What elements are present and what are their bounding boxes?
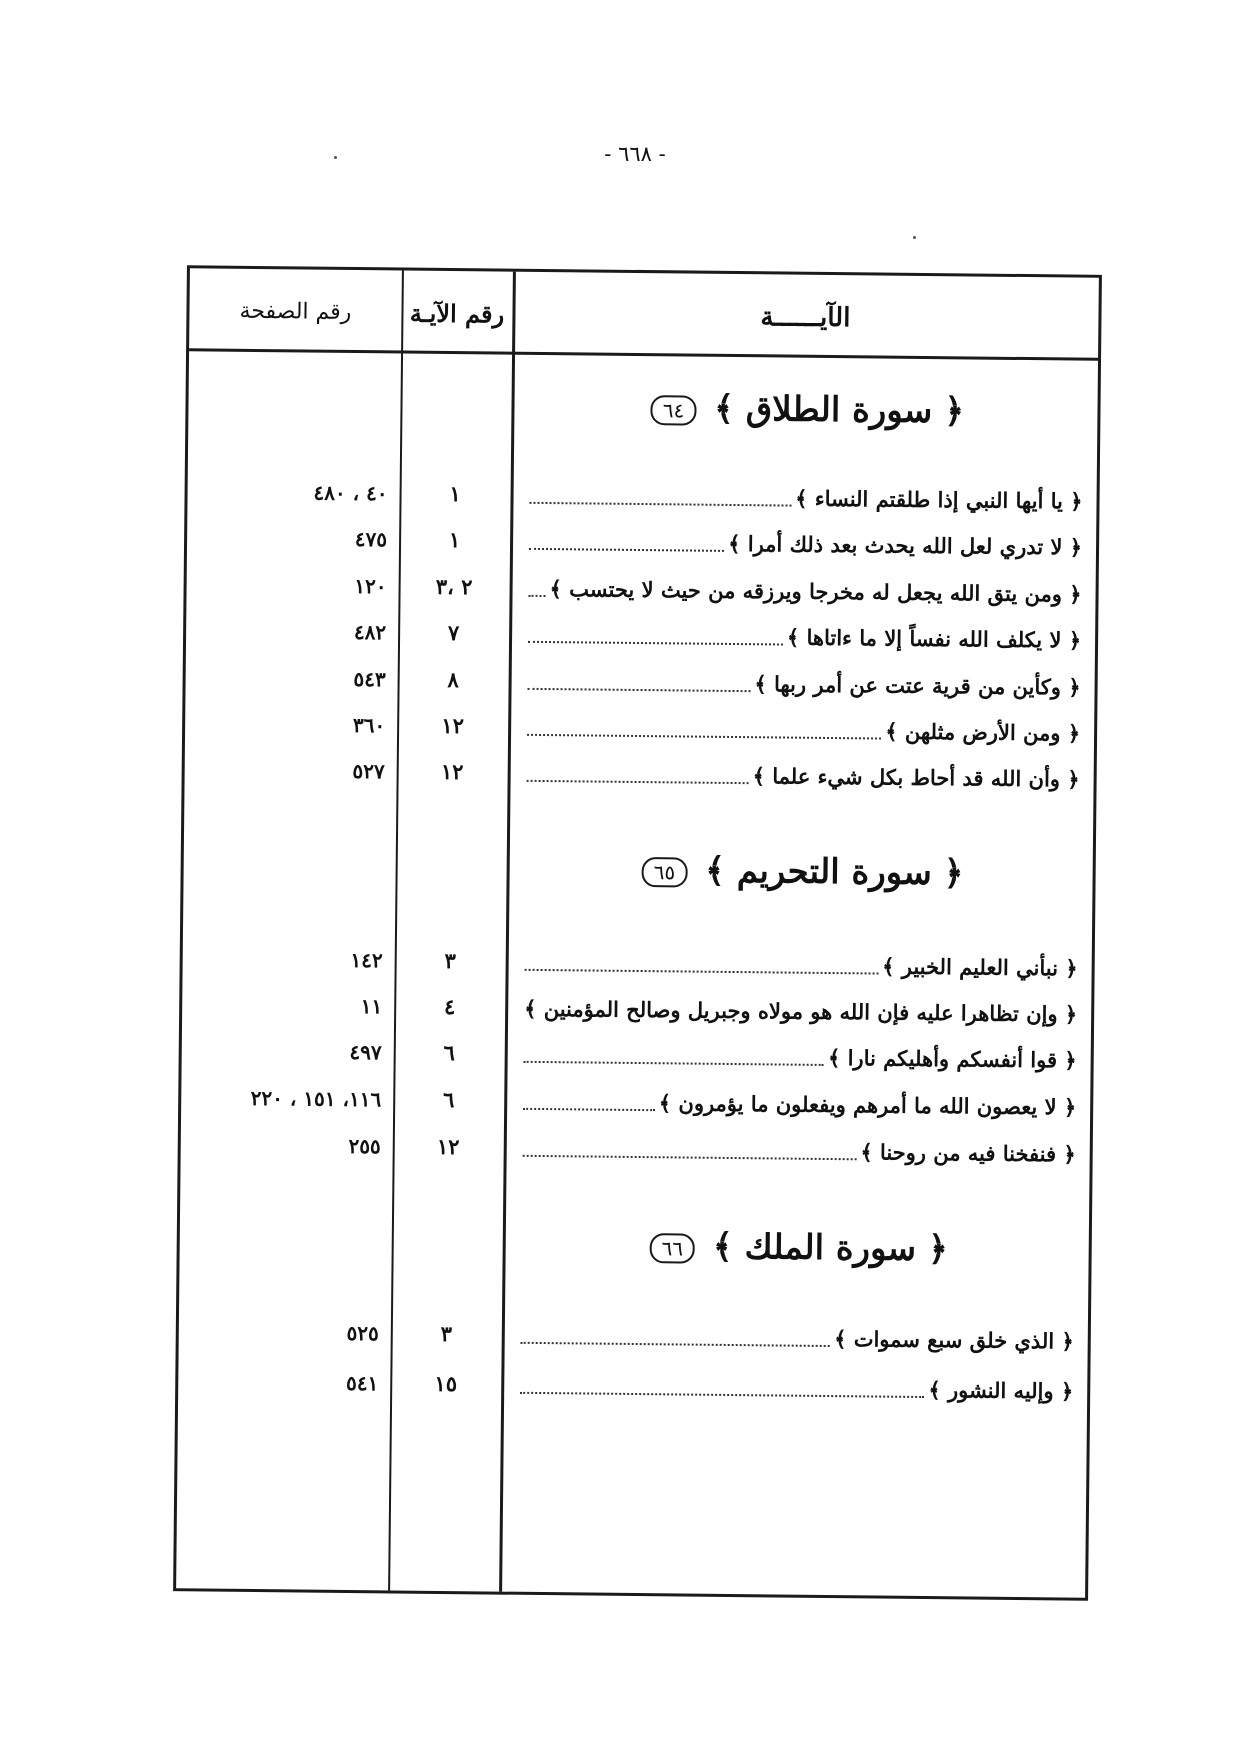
- verse-text: ﴿ وإن تظاهرا عليه فإن الله هو مولاه وجبريل وصالح المؤمنين ﴾: [524, 995, 1078, 1027]
- verse-text: ﴿ فنفخنا فيه من روحنا ﴾: [860, 1138, 1076, 1167]
- ayah-number: ٧: [447, 619, 460, 646]
- ayah-number: ١٥: [434, 1370, 458, 1397]
- page-refs: ٥٢٧: [352, 759, 385, 784]
- dot-leader: [529, 595, 546, 597]
- dot-leader: [521, 1342, 830, 1347]
- table-row: [182, 984, 1091, 1034]
- dot-leader: [524, 1061, 824, 1066]
- page-refs: ٥٤٣: [353, 667, 386, 692]
- table-row: [178, 1361, 1087, 1411]
- dot-leader: [527, 780, 749, 784]
- page-refs: ٣٦٠: [352, 713, 386, 738]
- page-number: - ٦٦٨ -: [604, 142, 666, 166]
- page-refs: ٤٩٧: [349, 1039, 382, 1065]
- verse-text: ﴿ لا تدري لعل الله يحدث بعد ذلك أمرا ﴾: [728, 530, 1083, 560]
- verse-text: ﴿ يا أيها النبي إذا طلقتم النساء ﴾: [795, 485, 1083, 514]
- table-row: [183, 938, 1092, 988]
- ayah-number: ٣: [444, 947, 456, 974]
- table-row: [184, 749, 1093, 799]
- header-divider: [189, 348, 1098, 361]
- table-row: [185, 657, 1094, 707]
- verse-text: ﴿ وإليه النشور ﴾: [928, 1376, 1074, 1404]
- page-refs: ١١٦، ١٥١ ، ٢٢٠: [250, 1085, 382, 1112]
- page-refs: ١١: [360, 994, 383, 1019]
- ayah-number: ١٢: [441, 712, 465, 739]
- dot-leader: [527, 734, 881, 740]
- dot-leader: [525, 969, 879, 975]
- ayah-number: ٤: [443, 993, 456, 1020]
- page-refs: ٥٢٥: [346, 1320, 379, 1346]
- scan-speck: [334, 156, 337, 159]
- surah-name: ﴿ سورة الطلاق ﴾: [713, 388, 965, 432]
- header-page-number: رقم الصفحة: [239, 298, 352, 325]
- verse-text: ﴿ نبأني العليم الخبير ﴾: [882, 953, 1078, 981]
- surah-number: ٦٦: [649, 1233, 695, 1263]
- dot-leader: [523, 1108, 655, 1111]
- ayah-number: ١: [449, 481, 461, 507]
- surah-heading: [506, 844, 1092, 900]
- dot-leader: [529, 548, 724, 552]
- page-refs: ٤٨٢: [353, 620, 387, 645]
- verse-text: ﴿ وأن الله قد أحاط بكل شيء علما ﴾: [752, 762, 1080, 792]
- page-refs: ٢٥٥: [348, 1133, 381, 1159]
- surah-number: ٦٤: [651, 395, 697, 425]
- table-row: [182, 1030, 1091, 1080]
- verse-text: ﴿ ومن الأرض مثلهن ﴾: [885, 718, 1081, 746]
- dot-leader: [528, 641, 783, 646]
- ayah-number: ٦: [443, 1039, 456, 1066]
- surah-heading: [502, 1220, 1088, 1276]
- verse-text: ﴿ وكأين من قرية عتت عن أمر ربها ﴾: [754, 670, 1081, 700]
- ayah-number: ٦: [442, 1086, 455, 1113]
- header-ayah-number: رقم الآيـة: [409, 298, 505, 329]
- page-refs: ٥٤١: [345, 1370, 379, 1396]
- index-table: [173, 265, 1102, 1601]
- ayah-number: ١: [448, 527, 461, 553]
- verse-text: ﴿ ومن يتق الله يجعل له مخرجا ويرزقه من حيث لا يحتسب ﴾: [549, 575, 1082, 607]
- table-row: [187, 517, 1096, 567]
- dot-leader: [529, 502, 791, 507]
- page-refs: ١٢٠: [354, 574, 387, 599]
- surah-name: ﴿ سورة التحريم ﴾: [704, 850, 964, 894]
- ayah-number: ١٢: [436, 1133, 460, 1160]
- table-row: [186, 564, 1095, 614]
- verse-text: ﴿ قوا أنفسكم وأهليكم نارا ﴾: [827, 1044, 1077, 1073]
- table-row: [181, 1124, 1090, 1174]
- table-row: [186, 610, 1095, 660]
- ayah-number: ٣: [440, 1320, 453, 1347]
- table-row: [187, 471, 1096, 521]
- surah-heading: [511, 382, 1097, 438]
- surah-number: ٦٥: [642, 857, 688, 887]
- page-refs: ٤٠ ، ٤٨٠: [313, 480, 388, 506]
- verse-text: ﴿ لا يعصون الله ما أمرهم ويفعلون ما يؤمرون ﴾: [658, 1089, 1077, 1120]
- ayah-number: ٨: [447, 666, 459, 693]
- header-verse: الآيــــــة: [760, 302, 851, 334]
- ayah-number: ١٢: [440, 758, 464, 785]
- page-refs: ٤٧٥: [354, 527, 388, 552]
- table-row: [179, 1311, 1088, 1361]
- verse-text: ﴿ الذي خلق سبع سموات ﴾: [834, 1325, 1074, 1354]
- dot-leader: [520, 1392, 924, 1398]
- ayah-number: ٢ ،٣: [435, 573, 473, 600]
- table-row: [181, 1077, 1090, 1127]
- dot-leader: [528, 688, 751, 692]
- surah-name: ﴿ سورة الملك ﴾: [712, 1226, 949, 1270]
- scan-speck: [913, 236, 916, 239]
- verse-text: ﴿ لا يكلف الله نفساً إلا ما ءاتاها ﴾: [786, 624, 1082, 653]
- table-row: [185, 703, 1094, 753]
- dot-leader: [523, 1155, 857, 1160]
- page-refs: ١٤٢: [350, 947, 383, 973]
